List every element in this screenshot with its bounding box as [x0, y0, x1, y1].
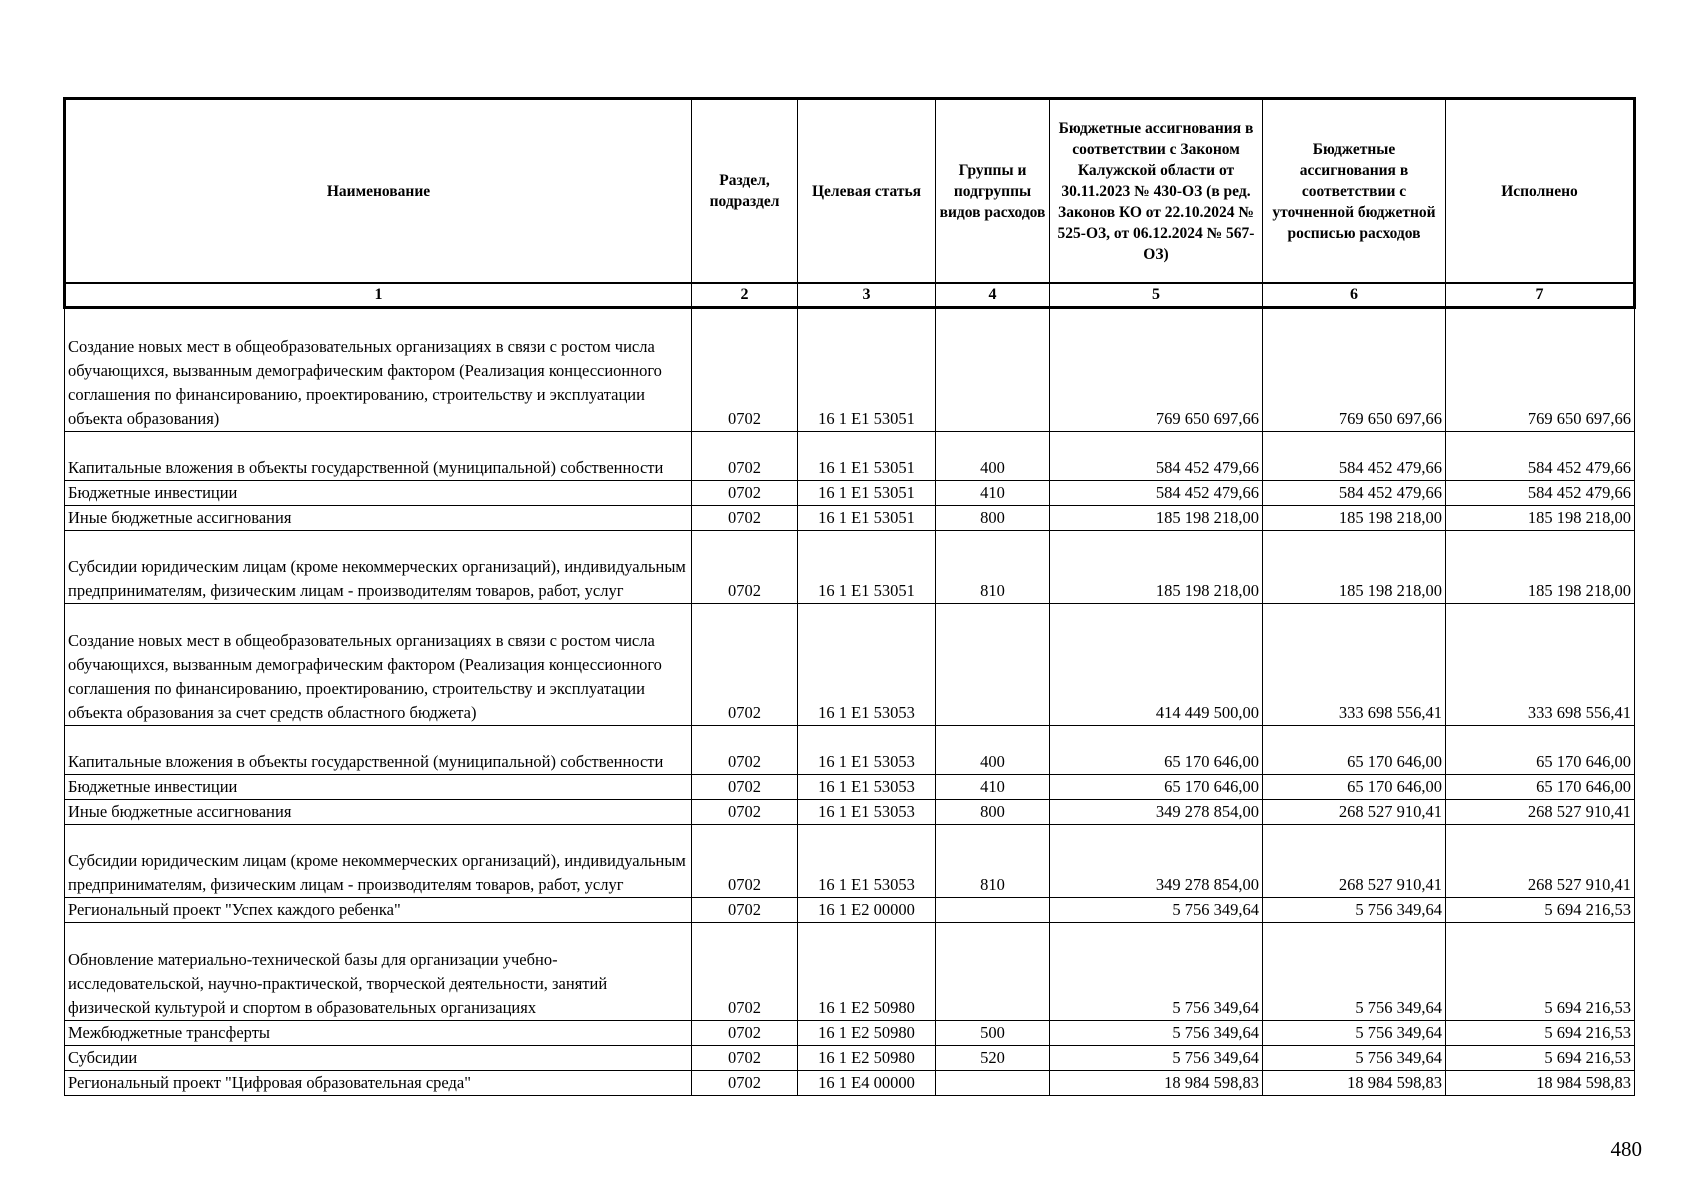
table-row — [65, 800, 1635, 825]
row-executed: 185 198 218,00 — [1446, 506, 1635, 531]
row-article: 16 1 E1 53051 — [798, 432, 936, 481]
row-group — [936, 923, 1050, 1021]
row-name: Обновление материально-технической базы для организации учебно-исследовательской, научно-практической, творческой деятельности, занятий физической культурой и спортом в образовательных организациях — [65, 923, 692, 1021]
budget-table — [63, 97, 1636, 1096]
header-group: Группы и подгруппы видов расходов — [936, 99, 1050, 284]
row-section: 0702 — [692, 898, 798, 923]
header-budget: Бюджетные ассигнования в соответствии с Законом Калужской области от 30.11.2023 № 430-ОЗ (в ред. Законов КО от 22.10.2024 № 525-ОЗ, от 06.12.2024 № 567-ОЗ) — [1050, 99, 1263, 284]
row-section: 0702 — [692, 308, 798, 432]
row-executed: 584 452 479,66 — [1446, 481, 1635, 506]
row-executed: 268 527 910,41 — [1446, 800, 1635, 825]
row-article: 16 1 E1 53053 — [798, 825, 936, 898]
row-refined: 333 698 556,41 — [1263, 604, 1446, 726]
row-name: Капитальные вложения в объекты государственной (муниципальной) собственности — [65, 726, 692, 775]
row-refined: 268 527 910,41 — [1263, 800, 1446, 825]
row-executed: 65 170 646,00 — [1446, 775, 1635, 800]
row-refined: 18 984 598,83 — [1263, 1071, 1446, 1096]
row-group: 800 — [936, 506, 1050, 531]
row-article: 16 1 E1 53051 — [798, 531, 936, 604]
row-name: Субсидии юридическим лицам (кроме некоммерческих организаций), индивидуальным предпринимателям, физическим лицам - производителям товаров, работ, услуг — [65, 825, 692, 898]
row-refined: 185 198 218,00 — [1263, 506, 1446, 531]
row-budget: 349 278 854,00 — [1050, 800, 1263, 825]
column-number: 3 — [798, 283, 936, 308]
row-section: 0702 — [692, 432, 798, 481]
table-row — [65, 432, 1635, 481]
row-budget: 185 198 218,00 — [1050, 506, 1263, 531]
row-section: 0702 — [692, 506, 798, 531]
row-refined: 268 527 910,41 — [1263, 825, 1446, 898]
row-group: 800 — [936, 800, 1050, 825]
row-group — [936, 1071, 1050, 1096]
row-name: Иные бюджетные ассигнования — [65, 506, 692, 531]
column-number: 1 — [65, 283, 692, 308]
table-row — [65, 506, 1635, 531]
row-name: Капитальные вложения в объекты государственной (муниципальной) собственности — [65, 432, 692, 481]
row-executed: 185 198 218,00 — [1446, 531, 1635, 604]
row-article: 16 1 E1 53051 — [798, 308, 936, 432]
row-article: 16 1 E1 53051 — [798, 506, 936, 531]
row-name: Создание новых мест в общеобразовательных организациях в связи с ростом числа обучающихся, вызванным демографическим фактором (Реализация концессионного соглашения по финансированию, проектированию, строительству и эксплуатации объекта образования) — [65, 308, 692, 432]
row-article: 16 1 E1 53053 — [798, 726, 936, 775]
header-article: Целевая статья — [798, 99, 936, 284]
row-name: Бюджетные инвестиции — [65, 481, 692, 506]
row-name: Региональный проект "Цифровая образовательная среда" — [65, 1071, 692, 1096]
row-section: 0702 — [692, 726, 798, 775]
column-number: 6 — [1263, 283, 1446, 308]
row-group: 810 — [936, 825, 1050, 898]
table-row — [65, 531, 1635, 604]
row-name: Создание новых мест в общеобразовательных организациях в связи с ростом числа обучающихся, вызванным демографическим фактором (Реализация концессионного соглашения по финансированию, проектированию, строительству и эксплуатации объекта образования за счет средств областного бюджета) — [65, 604, 692, 726]
row-executed: 268 527 910,41 — [1446, 825, 1635, 898]
row-refined: 5 756 349,64 — [1263, 898, 1446, 923]
row-budget: 65 170 646,00 — [1050, 726, 1263, 775]
table-row — [65, 1071, 1635, 1096]
table-row — [65, 1046, 1635, 1071]
row-name: Бюджетные инвестиции — [65, 775, 692, 800]
page-number: 480 — [1610, 1137, 1642, 1161]
row-section: 0702 — [692, 531, 798, 604]
row-section: 0702 — [692, 481, 798, 506]
row-budget: 584 452 479,66 — [1050, 432, 1263, 481]
row-refined: 65 170 646,00 — [1263, 775, 1446, 800]
row-article: 16 1 E1 53053 — [798, 604, 936, 726]
row-refined: 5 756 349,64 — [1263, 923, 1446, 1021]
row-article: 16 1 E2 50980 — [798, 923, 936, 1021]
column-number: 4 — [936, 283, 1050, 308]
row-section: 0702 — [692, 775, 798, 800]
row-budget: 5 756 349,64 — [1050, 923, 1263, 1021]
row-refined: 584 452 479,66 — [1263, 432, 1446, 481]
row-article: 16 1 E4 00000 — [798, 1071, 936, 1096]
row-group: 520 — [936, 1046, 1050, 1071]
row-section: 0702 — [692, 800, 798, 825]
table-row — [65, 726, 1635, 775]
column-number: 5 — [1050, 283, 1263, 308]
row-executed: 65 170 646,00 — [1446, 726, 1635, 775]
row-refined: 65 170 646,00 — [1263, 726, 1446, 775]
row-group — [936, 898, 1050, 923]
row-refined: 584 452 479,66 — [1263, 481, 1446, 506]
row-executed: 5 694 216,53 — [1446, 898, 1635, 923]
row-group — [936, 308, 1050, 432]
row-executed: 18 984 598,83 — [1446, 1071, 1635, 1096]
row-name: Региональный проект "Успех каждого ребенка" — [65, 898, 692, 923]
row-refined: 185 198 218,00 — [1263, 531, 1446, 604]
row-group — [936, 604, 1050, 726]
row-refined: 769 650 697,66 — [1263, 308, 1446, 432]
header-row — [65, 99, 1635, 284]
header-section: Раздел, подраздел — [692, 99, 798, 284]
row-name: Субсидии — [65, 1046, 692, 1071]
row-name: Субсидии юридическим лицам (кроме некоммерческих организаций), индивидуальным предпринимателям, физическим лицам - производителям товаров, работ, услуг — [65, 531, 692, 604]
row-budget: 5 756 349,64 — [1050, 1046, 1263, 1071]
table-row — [65, 923, 1635, 1021]
row-budget: 5 756 349,64 — [1050, 1021, 1263, 1046]
row-budget: 18 984 598,83 — [1050, 1071, 1263, 1096]
table-row — [65, 898, 1635, 923]
header-executed: Исполнено — [1446, 99, 1635, 284]
row-name: Межбюджетные трансферты — [65, 1021, 692, 1046]
row-executed: 5 694 216,53 — [1446, 923, 1635, 1021]
column-number-row — [65, 283, 1635, 308]
table-row — [65, 775, 1635, 800]
row-group: 500 — [936, 1021, 1050, 1046]
table-header — [65, 99, 1635, 308]
row-article: 16 1 E1 53053 — [798, 800, 936, 825]
row-group: 400 — [936, 726, 1050, 775]
row-article: 16 1 E2 00000 — [798, 898, 936, 923]
header-name: Наименование — [65, 99, 692, 284]
row-refined: 5 756 349,64 — [1263, 1046, 1446, 1071]
row-budget: 5 756 349,64 — [1050, 898, 1263, 923]
row-name: Иные бюджетные ассигнования — [65, 800, 692, 825]
row-refined: 5 756 349,64 — [1263, 1021, 1446, 1046]
row-group: 410 — [936, 775, 1050, 800]
row-executed: 769 650 697,66 — [1446, 308, 1635, 432]
row-budget: 769 650 697,66 — [1050, 308, 1263, 432]
table-row — [65, 604, 1635, 726]
row-section: 0702 — [692, 1071, 798, 1096]
row-budget: 349 278 854,00 — [1050, 825, 1263, 898]
row-section: 0702 — [692, 825, 798, 898]
row-section: 0702 — [692, 1021, 798, 1046]
row-group: 410 — [936, 481, 1050, 506]
row-section: 0702 — [692, 1046, 798, 1071]
column-number: 2 — [692, 283, 798, 308]
row-section: 0702 — [692, 604, 798, 726]
row-executed: 5 694 216,53 — [1446, 1046, 1635, 1071]
table-row — [65, 308, 1635, 432]
row-budget: 414 449 500,00 — [1050, 604, 1263, 726]
row-group: 810 — [936, 531, 1050, 604]
row-article: 16 1 E1 53053 — [798, 775, 936, 800]
table-body — [65, 308, 1635, 1096]
row-executed: 5 694 216,53 — [1446, 1021, 1635, 1046]
table-row — [65, 825, 1635, 898]
row-article: 16 1 E2 50980 — [798, 1046, 936, 1071]
row-executed: 333 698 556,41 — [1446, 604, 1635, 726]
row-article: 16 1 E1 53051 — [798, 481, 936, 506]
row-group: 400 — [936, 432, 1050, 481]
row-executed: 584 452 479,66 — [1446, 432, 1635, 481]
row-budget: 185 198 218,00 — [1050, 531, 1263, 604]
table-row — [65, 1021, 1635, 1046]
row-budget: 65 170 646,00 — [1050, 775, 1263, 800]
table-row — [65, 481, 1635, 506]
header-refined: Бюджетные ассигнования в соответствии с уточненной бюджетной росписью расходов — [1263, 99, 1446, 284]
row-budget: 584 452 479,66 — [1050, 481, 1263, 506]
row-article: 16 1 E2 50980 — [798, 1021, 936, 1046]
row-section: 0702 — [692, 923, 798, 1021]
column-number: 7 — [1446, 283, 1635, 308]
